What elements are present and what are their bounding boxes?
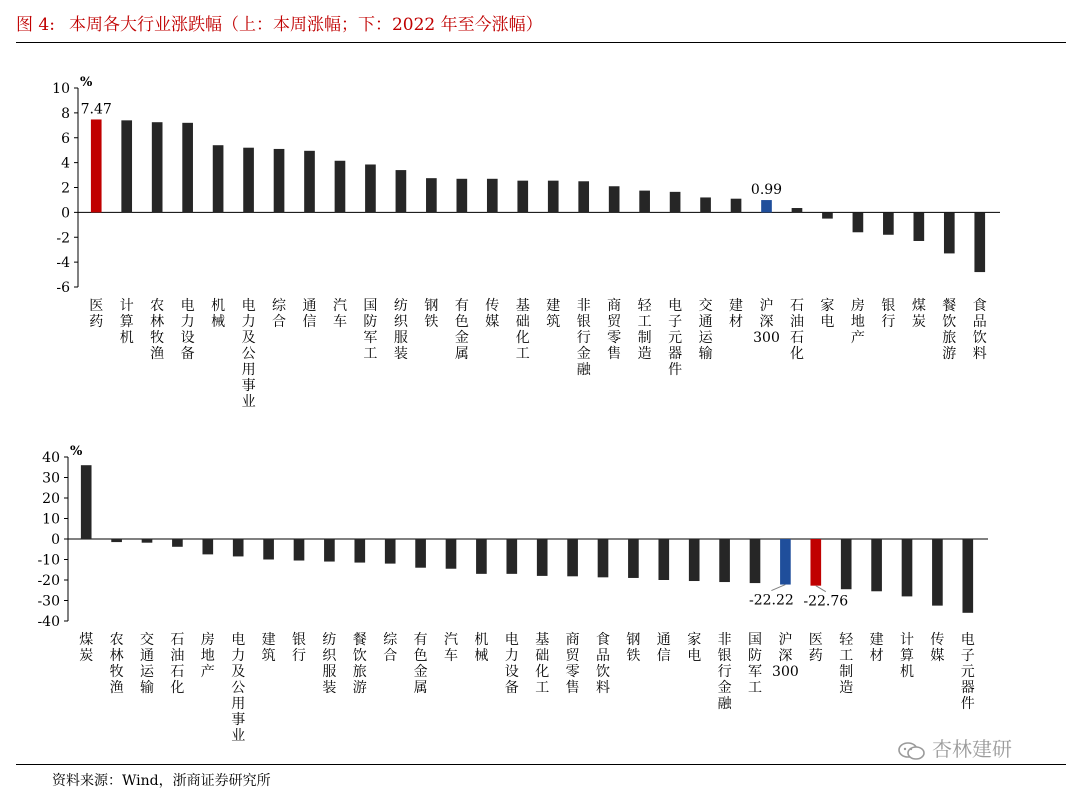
- bar: [670, 192, 681, 213]
- y-tick-label: 10: [42, 511, 60, 528]
- y-tick-label: 6: [61, 130, 70, 147]
- bar: [121, 120, 132, 212]
- bar: [792, 208, 803, 212]
- bar: [810, 539, 821, 586]
- bar: [628, 539, 639, 578]
- bar: [822, 212, 833, 218]
- category-label: 电力及公用事业: [241, 298, 256, 410]
- bar: [335, 161, 346, 213]
- bar: [304, 151, 315, 213]
- category-label: 国防军工: [363, 298, 378, 362]
- y-tick-label: 10: [52, 81, 70, 97]
- bar: [446, 539, 457, 569]
- category-label: 交通运输: [698, 298, 713, 362]
- y-tick-label: -40: [37, 614, 60, 630]
- category-label: 银行: [292, 632, 306, 664]
- category-label: 轻工制造: [637, 298, 652, 362]
- y-tick-label: 2: [61, 180, 70, 197]
- bar: [609, 186, 620, 212]
- bar: [365, 164, 376, 212]
- bar: [487, 179, 498, 213]
- data-label: -22.22: [748, 592, 794, 609]
- bottom-rule: [16, 764, 1066, 765]
- y-tick-label: -10: [37, 552, 60, 569]
- bar: [506, 539, 517, 574]
- category-label: 电力及公用事业: [231, 632, 246, 744]
- bar: [213, 145, 224, 212]
- data-label: 0.99: [750, 182, 783, 199]
- category-label: 建材: [729, 298, 744, 330]
- category-label: 综合: [383, 632, 398, 664]
- category-label: 餐饮旅游: [352, 632, 367, 696]
- bar: [152, 122, 163, 212]
- figure-title-text: 本周各大行业涨跌幅（上：本周涨幅；下：2022 年至今涨幅）: [68, 15, 543, 35]
- category-label: 机械: [474, 632, 489, 664]
- category-label: 医药: [89, 298, 104, 330]
- y-tick-label: 4: [61, 155, 70, 172]
- y-tick-label: 20: [42, 491, 60, 507]
- y-axis-unit-label: %: [70, 444, 83, 459]
- category-label: 国防军工: [748, 632, 762, 696]
- category-label: 煤炭: [79, 632, 94, 664]
- category-label: 电子元器件: [668, 298, 683, 378]
- category-label: 纺织服装: [322, 632, 337, 696]
- category-label: 农林牧渔: [109, 632, 124, 696]
- y-tick-label: 30: [42, 470, 60, 487]
- bar: [548, 181, 559, 213]
- category-label: 房地产: [850, 298, 865, 346]
- category-label: 基础化工: [515, 298, 530, 362]
- category-label: 农林牧渔: [150, 298, 165, 362]
- bar: [415, 539, 426, 568]
- category-label: 医药: [808, 632, 823, 664]
- category-label: 非银行金融: [576, 298, 591, 378]
- y-tick-label: 40: [42, 450, 60, 466]
- category-label: 钢铁: [424, 298, 439, 330]
- category-label: 综合: [272, 298, 287, 330]
- category-label: 银行: [881, 298, 896, 330]
- category-label: 机械: [211, 298, 226, 330]
- bar: [263, 539, 274, 560]
- bar: [932, 539, 943, 606]
- category-label: 沪深 300: [753, 298, 780, 346]
- bar: [719, 539, 730, 582]
- bar: [294, 539, 305, 561]
- category-label: 家电: [820, 298, 835, 330]
- y-tick-label: -20: [37, 573, 60, 589]
- bar: [598, 539, 609, 577]
- bar: [761, 200, 772, 212]
- category-label: 餐饮旅游: [942, 298, 957, 362]
- category-label: 通信: [656, 632, 671, 664]
- bar: [731, 199, 742, 213]
- bar: [639, 191, 650, 213]
- bar: [658, 539, 669, 580]
- y-tick-label: -2: [56, 230, 70, 247]
- category-label: 石油石化: [170, 632, 185, 696]
- bar: [578, 181, 589, 212]
- bar: [914, 212, 925, 241]
- y-tick-label: -4: [56, 255, 70, 272]
- bar: [324, 539, 335, 562]
- category-label: 商贸零售: [607, 298, 622, 362]
- category-label: 传媒: [485, 298, 500, 330]
- bar: [883, 212, 894, 234]
- bar: [91, 119, 102, 212]
- y-axis-unit-label: %: [80, 75, 93, 90]
- figure-label: 图 4:: [16, 15, 55, 35]
- category-label: 煤炭: [911, 298, 926, 330]
- category-label: 通信: [302, 298, 317, 330]
- category-label: 电力设备: [504, 632, 519, 696]
- category-label: 家电: [687, 632, 702, 664]
- bar: [457, 179, 468, 213]
- bar: [172, 539, 183, 547]
- bar: [871, 539, 882, 591]
- category-label: 食品饮料: [972, 298, 987, 362]
- bar: [902, 539, 913, 596]
- bar: [426, 178, 437, 212]
- bar: [243, 148, 254, 213]
- bar: [750, 539, 761, 583]
- watermark: [898, 733, 1012, 762]
- y-tick-label: -30: [37, 593, 60, 610]
- category-label: 电力设备: [180, 298, 195, 362]
- y-tick-label: 0: [61, 205, 70, 222]
- bar: [396, 170, 407, 212]
- bar: [700, 197, 711, 212]
- category-label: 沪深 300: [772, 632, 799, 680]
- bar: [274, 149, 285, 212]
- bar: [944, 212, 955, 253]
- bar: [841, 539, 852, 589]
- category-label: 轻工制造: [839, 632, 854, 696]
- category-label: 建材: [869, 632, 884, 664]
- category-label: 建筑: [546, 298, 561, 330]
- source-note: 资料来源：Wind，浙商证券研究所: [52, 773, 271, 789]
- watermark-text: 杏林建研: [932, 737, 1012, 761]
- category-label: 电子元器件: [960, 632, 975, 712]
- category-label: 交通运输: [140, 632, 154, 696]
- bar: [962, 539, 973, 613]
- category-label: 汽车: [444, 632, 458, 664]
- bar: [111, 539, 122, 542]
- category-label: 钢铁: [626, 632, 641, 664]
- bar: [853, 212, 864, 232]
- bar: [182, 123, 193, 213]
- y-tick-label: 0: [51, 532, 60, 548]
- bar: [385, 539, 396, 564]
- bar: [689, 539, 700, 581]
- bar: [202, 539, 213, 554]
- category-label: 有色金属: [413, 632, 428, 696]
- category-label: 纺织服装: [393, 298, 408, 362]
- category-label: 计算机: [119, 298, 134, 346]
- bar: [567, 539, 578, 576]
- data-label: -22.76: [803, 593, 849, 610]
- category-label: 商贸零售: [565, 632, 580, 696]
- category-label: 传媒: [930, 632, 945, 664]
- bar: [354, 539, 365, 563]
- category-label: 食品饮料: [596, 632, 610, 696]
- y-tick-label: 8: [61, 105, 70, 122]
- category-label: 基础化工: [535, 632, 550, 696]
- category-label: 计算机: [900, 632, 914, 680]
- bar: [537, 539, 548, 576]
- data-label-leader: [816, 586, 826, 592]
- bar: [517, 181, 528, 213]
- bar: [974, 212, 985, 272]
- bar: [142, 539, 153, 543]
- bar: [81, 465, 92, 539]
- category-label: 石油石化: [789, 298, 804, 362]
- bar: [780, 539, 791, 585]
- category-label: 房地产: [200, 632, 215, 680]
- bar: [233, 539, 244, 556]
- category-label: 有色金属: [454, 298, 469, 362]
- data-label: 7.47: [80, 101, 112, 118]
- category-label: 建筑: [261, 632, 276, 664]
- category-label: 非银行金融: [717, 632, 732, 712]
- data-label-leader: [771, 585, 785, 591]
- category-label: 汽车: [332, 298, 347, 330]
- y-tick-label: -6: [56, 280, 70, 296]
- wechat-icon: [898, 741, 926, 761]
- bar: [476, 539, 487, 574]
